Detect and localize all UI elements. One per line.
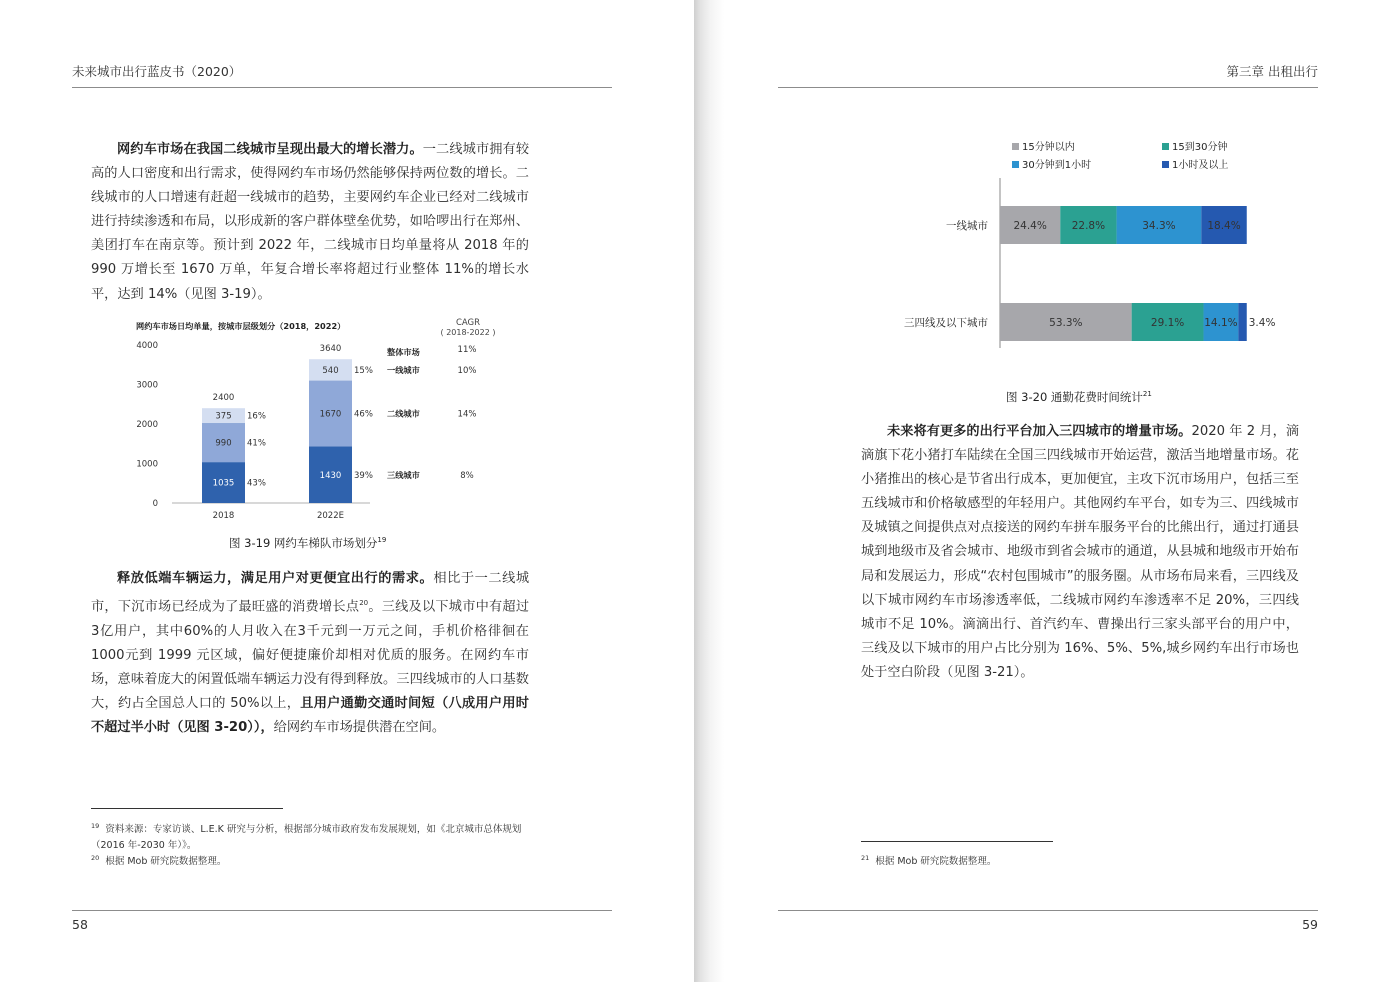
figure-3-20-caption-sup: 21 <box>1142 390 1152 399</box>
chart1-title: 网约车市场日均单量，按城市层级划分（2018，2022） <box>136 321 346 331</box>
category-label: 三四线及以下城市 <box>904 317 988 329</box>
bar-label: 53.3% <box>1049 317 1083 329</box>
paragraph-2-body2: 。三线及以下城市中有超过3亿用户，其中60%的人月收入在3千元到一万元之间，手机价格徘徊在1000元到 1999 元区域，偏好便捷廉价却相对优质的服务。在网约车市场，意味着庞大的闲置低端车辆运力没有得到释放。三四线城市的人口基数大，约占全国总人口的 50%以上， <box>91 599 530 711</box>
tier-label: 二线城市 <box>387 408 420 419</box>
tier-cagr: 14% <box>457 409 477 420</box>
bar-share-label: 15% <box>354 365 373 376</box>
bar-total-label: 2400 <box>212 393 235 404</box>
footnote-20-sup: 20 <box>91 854 100 862</box>
bar-share-label: 41% <box>247 438 266 449</box>
paragraph-3-lead: 未来将有更多的出行平台加入三四城市的增量市场。 <box>887 424 1192 439</box>
footer-rule-right <box>778 910 1318 911</box>
left-page <box>0 0 694 982</box>
bar-share-label: 16% <box>247 411 266 422</box>
bar-label: 29.1% <box>1150 317 1185 329</box>
header-rule-right <box>778 87 1318 88</box>
chart2-bars <box>1000 206 1275 341</box>
figure-3-19-caption-sup: 19 <box>377 536 387 545</box>
bar-label: 18.4% <box>1207 220 1241 232</box>
paragraph-3 <box>861 420 1299 685</box>
x-category-label: 2018 <box>212 511 235 521</box>
footnote-rule-left <box>91 808 283 809</box>
figure-3-19-caption <box>229 535 386 551</box>
legend-label-1: 15到30分钟 <box>1172 142 1228 153</box>
bar-share-label: 46% <box>354 409 373 420</box>
page-number-right: 59 <box>1302 917 1318 932</box>
bar-label: 14.1% <box>1204 317 1238 329</box>
legend-swatch-1 <box>1162 143 1169 150</box>
tier-label: 一线城市 <box>387 364 420 375</box>
tier-cagr: 8% <box>460 470 474 481</box>
paragraph-3-body: 2020 年 2 月，滴滴旗下花小猪打车陆续在全国三四线城市开始运营，激活当地增量市场。花小猪推出的核心是节省出行成本，更加便宜，主攻下沉市场用户，包括三至五线城市和价格敏感型的年轻用户。其他网约车平台，如专为三、四线城市及城镇之间提供点对点接送的网约车拼车服务平台的比熊出行，通过打通县城到地级市及省会城市、地级市到省会城市的通道，从县城和地级市开始布局和发展运力，形成“农村包围城市”的服务圈。从市场布局来看，三四线及以下城市网约车市场渗透率低，二线城市网约车渗透率不足 20%，三四线城市不足 10%。滴滴出行、首汽约车、曹操出行三家头部平台的用户中，三线及以下城市的用户占比分别为 16%、5%、5%,城乡网约车出行市场也处于空白阶段（见图 3-21）。 <box>861 424 1300 680</box>
figure-3-20-caption <box>1006 389 1152 405</box>
chart2-legend <box>1012 140 1228 171</box>
footnote-21-sup: 21 <box>861 854 870 862</box>
tier-cagr: 10% <box>457 365 477 376</box>
overall-label: 整体市场 <box>387 347 420 358</box>
chart1-cagr-range: ( 2018-2022 ) <box>440 328 496 337</box>
page-number-left: 58 <box>72 917 88 932</box>
bar-value-label: 1430 <box>319 470 342 481</box>
legend-swatch-3 <box>1162 161 1169 168</box>
running-header-left: 未来城市出行蓝皮书（2020） <box>72 64 242 79</box>
chart1-ytick: 1000 <box>136 459 158 470</box>
paragraph-2 <box>91 567 529 740</box>
legend-swatch-0 <box>1012 143 1019 150</box>
chart-3-20 <box>890 138 1290 348</box>
bar-label: 34.3% <box>1142 220 1176 232</box>
chart1-ytick: 2000 <box>136 420 158 430</box>
paragraph-2-bold: 且用户通勤交通时间短（八成用户用时不超过半小时（见图 3-20））， <box>91 695 529 735</box>
footnote-20 <box>91 850 529 870</box>
bar-value-label: 375 <box>215 411 232 422</box>
paragraph-2-sup: 20 <box>359 599 369 608</box>
x-category-label: 2022E <box>316 511 345 521</box>
footnote-20-text: 根据 Mob 研究院数据整理。 <box>105 856 227 868</box>
bar-label: 24.4% <box>1013 220 1047 232</box>
figure-3-20-caption-text: 图 3-20 通勤花费时间统计 <box>1006 390 1143 404</box>
footnote-21 <box>861 850 1299 870</box>
paragraph-2-lead: 释放低端车辆运力，满足用户对更便宜出行的需求。 <box>117 571 434 586</box>
footnote-21-text: 根据 Mob 研究院数据整理。 <box>875 856 997 868</box>
bar-label: 3.4% <box>1248 317 1276 329</box>
chart1-ytick: 0 <box>152 499 158 509</box>
header-rule-left <box>72 87 612 88</box>
category-label: 一线城市 <box>946 220 988 232</box>
chart1-ytick: 3000 <box>136 380 158 391</box>
bar-三四线及以下城市-1小时及以上 <box>1238 303 1246 341</box>
footnote-19-sup: 19 <box>91 822 100 830</box>
bar-value-label: 1035 <box>212 478 235 489</box>
tier-label: 三线城市 <box>387 469 420 480</box>
bar-value-label: 1670 <box>319 409 342 420</box>
figure-3-19-caption-text: 图 3-19 网约车梯队市场划分 <box>229 536 378 550</box>
chart1-legend <box>387 345 476 481</box>
legend-swatch-2 <box>1012 161 1019 168</box>
paragraph-2-body: 相比于一二线城市，下沉市场已经成为了最旺盛的消费增长点 <box>91 571 530 615</box>
bar-total-label: 3640 <box>319 344 342 355</box>
paragraph-1 <box>91 138 529 307</box>
bar-share-label: 43% <box>247 478 266 489</box>
paragraph-1-lead: 网约车市场在我国二线城市呈现出最大的增长潜力。 <box>117 142 423 157</box>
legend-label-0: 15分钟以内 <box>1022 142 1075 153</box>
chart1-cagr-header: CAGR <box>455 318 481 328</box>
footnote-rule-right <box>861 841 1053 842</box>
legend-label-3: 1小时及以上 <box>1172 160 1229 171</box>
bar-value-label: 540 <box>322 365 339 376</box>
chart1-ytick: 4000 <box>136 341 158 351</box>
right-page <box>694 0 1390 982</box>
bar-share-label: 39% <box>354 470 373 481</box>
bar-label: 22.8% <box>1071 220 1106 232</box>
paragraph-2-tail: 给网约车市场提供潜在空间。 <box>273 719 446 735</box>
running-header-right: 第三章 出租出行 <box>1226 64 1318 79</box>
footnote-19-text: 资料来源：专家访谈、L.E.K 研究与分析，根据部分城市政府发布发展规划，如《北京城市总体规划（2016 年-2030 年）》。 <box>91 824 522 852</box>
paragraph-1-body: 一二线城市拥有较高的人口密度和出行需求，使得网约车市场仍然能够保持两位数的增长。二线城市的人口增速有赶超一线城市的趋势，主要网约车企业已经对二线城市进行持续渗透和布局，以形成新的客户群体壁垒优势，如哈啰出行在郑州、美团打车在南京等。预计到 2022 年，二线城市日均单量将从 2018 年的 990 万增长至 1670 万单，年复合增长率将超过行业整体 11%的增长水平，达到 14%（见图 3-19）。 <box>91 142 530 302</box>
chart2-axis <box>904 178 1000 348</box>
chart1-bars <box>202 344 373 521</box>
chart-3-19 <box>120 312 520 530</box>
footer-rule-left <box>72 910 612 911</box>
overall-cagr: 11% <box>457 345 477 356</box>
bar-value-label: 990 <box>215 438 232 449</box>
footnote-19 <box>91 818 529 854</box>
legend-label-2: 30分钟到1小时 <box>1022 160 1092 171</box>
